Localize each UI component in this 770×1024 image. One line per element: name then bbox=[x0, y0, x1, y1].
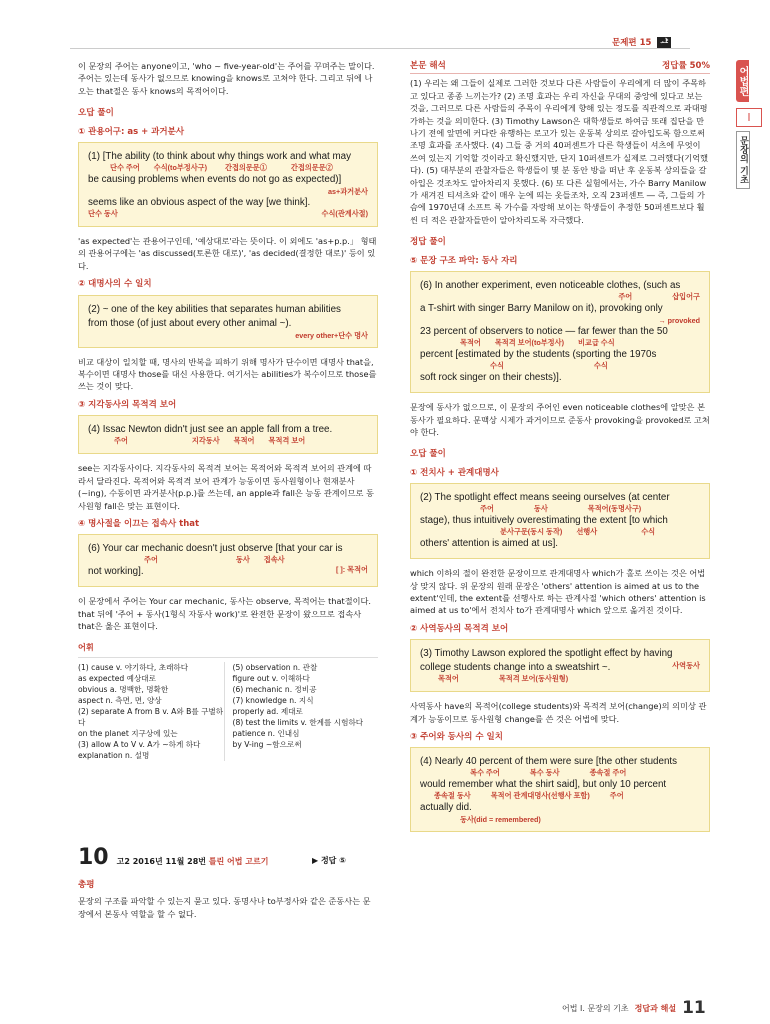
r2-annotations2 bbox=[438, 674, 700, 683]
question-number: 10 bbox=[78, 845, 109, 870]
a5-annotations3 bbox=[460, 338, 700, 347]
vocab-col-1 bbox=[78, 662, 224, 761]
annotation: 동사 bbox=[235, 555, 250, 565]
r1-line3: others' attention is aimed at us]. bbox=[420, 538, 559, 550]
a5-text: 문장에 동사가 없으므로, 이 문장의 주어인 even noticeable clothes에 알맞은 본동사가 필요하다. 문맥상 시제가 과거이므로 준동사 provoking을 provoked로 고쳐야 한다. bbox=[410, 402, 710, 437]
r1-box bbox=[410, 483, 710, 559]
s2-line2: from those (of just about every other animal ~). bbox=[88, 317, 292, 329]
s3-title: ③ 지각동사의 목적격 보어 bbox=[78, 399, 177, 410]
s4-box bbox=[78, 534, 378, 587]
annotation: 목적격 보어(동사원형) bbox=[498, 674, 569, 684]
correct-rate: 정답률 50% bbox=[662, 61, 710, 71]
r1-title: ① 전치사 + 관계대명사 bbox=[410, 467, 499, 478]
s3-annotations bbox=[88, 436, 368, 445]
vocab-item: (8) test the limits v. 한계를 시험하다 bbox=[232, 717, 364, 727]
oda-title: 오답 풀이 bbox=[78, 108, 114, 119]
a5-line4: percent [estimated by the students (sporting the 1970s bbox=[420, 349, 657, 361]
r1-text: which 이하의 절이 완전한 문장이므로 관계대명사 which가 홀로 쓰이는 것은 어법상 맞지 않다. 위 문장의 원래 문장은 'others' attention is aimed at us to the extent'인데, the extent를 선행사로 하는 관계사절 'which others' attention is aimed at us to'에서 전치사 to가 관계대명사 which 앞으로 옮겨진 것이다. bbox=[410, 568, 706, 616]
vocab-item: (1) cause v. 야기하다, 초래하다 bbox=[78, 662, 189, 672]
answer-explanation-title: 정답 풀이 bbox=[410, 237, 446, 248]
a5-annotations4 bbox=[490, 361, 700, 370]
annotation: 종속절 주어 bbox=[589, 768, 627, 778]
intro-text: 이 문장의 주어는 anyone이고, 'who ~ five-year-old'는 주어를 꾸며주는 말이다. 주어는 있는데 동사가 없으므로 knowing을 knows로 고쳐야 한다. 그리고 뒤에 나오는 that절은 동사 knows의 목적어이다. bbox=[78, 61, 375, 96]
translation-title: 본문 해석 bbox=[410, 61, 446, 71]
s4-title: ④ 명사절을 이끄는 접속사 that bbox=[78, 518, 200, 529]
a5-box bbox=[410, 271, 710, 393]
annotation: 주어 bbox=[114, 436, 128, 446]
vocab-col-2 bbox=[224, 662, 379, 761]
annotation: 동사 bbox=[533, 504, 548, 514]
annotation: 목적어(동명사구) bbox=[587, 504, 642, 514]
r1-annotations2 bbox=[500, 527, 700, 536]
vocab-item: on the planet 지구상에 있는 bbox=[78, 728, 178, 738]
annotation: 목적어 bbox=[460, 338, 481, 348]
s1-annotations3 bbox=[88, 209, 368, 218]
r3-title: ③ 주어와 동사의 수 일치 bbox=[410, 731, 503, 742]
annotation: 삽입어구 bbox=[672, 292, 700, 302]
r3-box bbox=[410, 747, 710, 832]
annotation: 주어 bbox=[609, 791, 624, 801]
annotation: 복수 주어 bbox=[470, 768, 500, 778]
sidebar-section: 문장의 기초 bbox=[736, 131, 750, 189]
chapter-sidebar bbox=[736, 60, 762, 189]
answer-label: ▶ 정답 ⑤ bbox=[312, 856, 346, 865]
s4-text: 이 문장에서 주어는 Your car mechanic, 동사는 observe, 목적어는 that절이다. that 뒤에 '주어 + 동사(1형식 자동사 work)'로 완전한 문장이 왔으므로 접속사 that은 옳은 표현이다. bbox=[78, 596, 372, 632]
r2-title: ② 사역동사의 목적격 보어 bbox=[410, 623, 509, 634]
annotation: 접속사 bbox=[263, 555, 285, 565]
s4-line2: not working]. bbox=[88, 566, 144, 578]
footer-label2: 정답과 해설 bbox=[634, 1003, 677, 1013]
total-text: 문장의 구조를 파악할 수 있는지 묻고 있다. 동명사나 to부정사와 같은 준동사는 문장에서 본동사 역할을 할 수 없다. bbox=[78, 896, 371, 919]
r3-annotations1 bbox=[470, 768, 700, 777]
a5-line5: soft rock singer on their chests)]. bbox=[420, 372, 562, 384]
annotation: 선행사 bbox=[576, 527, 598, 537]
vocab-item: aspect n. 측면, 면, 양상 bbox=[78, 695, 162, 705]
footer-label: 어법 I. 문장의 기초 bbox=[562, 1003, 629, 1013]
annotation: 간접의문문① bbox=[225, 163, 267, 173]
vocab-item: (7) knowledge n. 지식 bbox=[232, 695, 314, 705]
annotation: 종속절 동사 bbox=[434, 791, 471, 801]
annotation: 비교급 수식 bbox=[577, 338, 615, 348]
annotation: 단수 주어 bbox=[110, 163, 140, 173]
r2-line2-row bbox=[420, 661, 700, 675]
annotation: 수식(to부정사구) bbox=[153, 163, 208, 173]
annotation: 지각동사 bbox=[191, 436, 220, 446]
page-footer bbox=[562, 998, 706, 1018]
vocab-item: explanation n. 설명 bbox=[78, 750, 150, 760]
annotation: 목적어 bbox=[438, 674, 459, 684]
annotation: 복수 동사 bbox=[529, 768, 560, 778]
s2-line1: (2) ~ one of the key abilities that separates human abilities bbox=[88, 303, 341, 315]
s4-line2-row bbox=[88, 565, 368, 579]
annotation: 수식(관계사절) bbox=[321, 209, 368, 219]
vocab-item: (2) separate A from B v. A와 B를 구별하다 bbox=[78, 706, 224, 727]
translation-header bbox=[410, 60, 710, 74]
s1-box bbox=[78, 142, 378, 227]
annotation: 목적어 bbox=[233, 436, 255, 446]
annotation: 주어 bbox=[618, 292, 633, 302]
annotation: 사역동사 bbox=[672, 661, 700, 671]
r3-annotations2 bbox=[434, 791, 700, 800]
r2-line2: college students change into a sweatshirt ~. bbox=[420, 662, 611, 674]
question-header bbox=[78, 845, 268, 870]
left-column bbox=[78, 60, 378, 761]
right-oda-title: 오답 풀이 bbox=[410, 449, 446, 460]
total-title: 총평 bbox=[78, 880, 95, 890]
question-type: 틀린 어법 고르기 bbox=[208, 857, 269, 866]
r3-line3: actually did. bbox=[420, 802, 472, 814]
annotation: 주어 bbox=[480, 504, 494, 514]
r1-line1: (2) The spotlight effect means seeing ourselves (at center bbox=[420, 492, 670, 504]
sidebar-roman: I bbox=[736, 108, 762, 127]
translation-text: (1) 우리는 왜 그들이 실제로 그러한 것보다 다른 사람들이 우리에게 더 많이 주목하고 있다고 종종 느끼는가? (2) 조명 효과는 우리 자신을 무대의 중앙에 있다고 보는 것을, 그러므로 다른 사람들의 주목이 우리에게 향해 있는 정도를 직관적으로 과대평가하는 것을 의미한다. (3) Timothy Lawson은 대학생들로 하여금 또래 집단을 만나기 전에 앞면에 커다란 유행하는 로고가 있는 운동복 상의로 갈아입도록 함으로써 조명 효과를 조사했다. (4) 그들 중 거의 40퍼센트가 다른 학생들이 셔츠에 무엇이 쓰여 있는지 기억할 것이라고 확신했지만, 단지 10퍼센트가 실제로 그러했다(기억했다). (5) 대부분의 관찰자들은 학생들이 몇 분 동안 방을 떠난 후 운동복 상의들을 갈아입은 것조차도 알아차리지 못했다. (6) 또 다른 실험에서는, 가수 Barry Manilow가 새겨진 티셔츠와 같이 매우 눈에 띄는 옷들조차, 오직 23퍼센트 ― 즉, 그들의 가슴에 1970년대 소프트 록 가수를 자랑해 보이는 학생들이 추정한 50퍼센트보다 훨씬 더 적은 관찰자들만이 알아차리도록 자극했다. bbox=[410, 78, 709, 225]
vocab-item: properly ad. 제대로 bbox=[232, 706, 303, 716]
r3-line2: would remember what the shirt said], but only 10 percent bbox=[420, 779, 667, 791]
annotation: 수식 bbox=[593, 361, 608, 371]
annotation: → provoked bbox=[658, 316, 700, 326]
question-source: 고2 2016년 11월 28번 bbox=[116, 857, 206, 866]
sidebar-part: 어법편 bbox=[736, 60, 749, 102]
annotation: every other+단수 명사 bbox=[295, 330, 368, 340]
header-rule bbox=[70, 48, 690, 49]
r1-annotations1 bbox=[480, 504, 700, 513]
annotation: 주어 bbox=[144, 555, 158, 565]
annotation: 동사(did = remembered) bbox=[460, 815, 541, 825]
vocab-item: patience n. 인내심 bbox=[232, 728, 300, 738]
s1-text: 'as expected'는 관용어구인데, '예상대로'라는 뜻이다. 이 외에도 'as+p.p.」 형태의 관용어구에는 'as discussed(토론한 대로)', 'as decided(결정한 대로)' 등이 있다. bbox=[78, 236, 377, 271]
a5-annotations1 bbox=[420, 292, 700, 301]
a5-line2: a T-shirt with singer Barry Manilow on it), provoking only bbox=[420, 303, 663, 315]
a5-line1: (6) In another experiment, even noticeable clothes, (such as bbox=[420, 280, 681, 292]
right-column bbox=[410, 60, 710, 840]
s3-text: see는 지각동사이다. 지각동사의 목적격 보어는 목적어와 목적격 보어의 관계에 따라서 달라진다. 목적어와 목적격 보어 관계가 능동이면 동사원형이나 현재분사(~ing), 수동이면 과거분사(p.p.)를 쓰는데, an apple과 fall은 능동 관계이므로 동사원형 fall은 맞는 표현이다. bbox=[78, 463, 374, 511]
annotation: 수식 bbox=[490, 361, 504, 371]
vocab-item: (3) allow A to V v. A가 ~하게 하다 bbox=[78, 739, 201, 749]
s1-line1: (1) [The ability (to think about why things work and what may bbox=[88, 151, 352, 163]
r1-line2: stage), thus intuitively overestimating the extent [to which bbox=[420, 515, 668, 527]
s3-line1: (4) Issac Newton didn't just see an apple fall from a tree. bbox=[88, 424, 333, 436]
r3-line1: (4) Nearly 40 percent of them were sure [the other students bbox=[420, 756, 678, 768]
vocab-item: (5) observation n. 관찰 bbox=[232, 662, 318, 672]
page-header bbox=[612, 36, 671, 48]
total-review bbox=[78, 873, 378, 926]
page-number: 11 bbox=[682, 998, 706, 1018]
vocab-item: obvious a. 명백한, 명확한 bbox=[78, 684, 169, 694]
header-title: 문제편 15 bbox=[612, 38, 652, 48]
r2-text: 사역동사 have의 목적어(college students)와 목적격 보어(change)의 의미상 관계가 능동이므로 동사원형 change를 쓴 것은 어법에 맞다. bbox=[410, 701, 707, 724]
s4-line1: (6) Your car mechanic doesn't just observe [that your car is bbox=[88, 543, 343, 555]
annotation: [ ]: 목적어 bbox=[335, 565, 368, 575]
question-meta bbox=[117, 856, 269, 867]
s1-line3: seems like an obvious aspect of the way [we think]. bbox=[88, 197, 311, 209]
r2-box bbox=[410, 639, 710, 692]
s1-title: ① 관용어구: as + 과거분사 bbox=[78, 126, 185, 137]
s1-annotations1 bbox=[88, 163, 368, 172]
header-badge: ᅸ bbox=[657, 37, 671, 48]
annotation: 간접의문문② bbox=[290, 163, 333, 173]
annotation: as+과거분사 bbox=[328, 187, 368, 197]
s2-text: 비교 대상이 일치할 때, 명사의 반복을 피하기 위해 명사가 단수이면 대명사 that을, 복수이면 대명사 those를 대신 사용한다. 여기서는 abilities가 복수이므로 those를 쓰는 것이 맞다. bbox=[78, 356, 377, 392]
annotation: 단수 동사 bbox=[88, 209, 118, 219]
a5-line3: 23 percent of observers to notice — far fewer than the 50 bbox=[420, 326, 668, 338]
vocab-item: (6) mechanic n. 정비공 bbox=[232, 684, 317, 694]
r2-line1: (3) Timothy Lawson explored the spotlight effect by having bbox=[420, 648, 673, 660]
vocab-item: figure out v. 이해하다 bbox=[232, 673, 310, 683]
vocab-item: by V-ing ~함으로써 bbox=[232, 739, 302, 749]
s2-box bbox=[78, 295, 378, 348]
annotation: 수식 bbox=[641, 527, 656, 537]
s2-title: ② 대명사의 수 일치 bbox=[78, 279, 152, 290]
annotation: 목적격 보어 bbox=[268, 436, 306, 446]
annotation: 목적격 보어(to부정사) bbox=[494, 338, 564, 348]
vocab-title: 어휘 bbox=[78, 641, 94, 652]
s4-annotations bbox=[88, 555, 368, 564]
s1-line2: be causing problems when events do not go as expected)] bbox=[88, 174, 342, 186]
a5-title: ⑤ 문장 구조 파악: 동사 자리 bbox=[410, 255, 518, 266]
vocab-item: as expected 예상대로 bbox=[78, 673, 156, 683]
annotation: 목적어 관계대명사(선행사 포함) bbox=[490, 791, 590, 801]
vocab-table bbox=[78, 657, 378, 761]
s3-box bbox=[78, 415, 378, 454]
annotation: 분사구문(동시 동작) bbox=[500, 527, 563, 537]
